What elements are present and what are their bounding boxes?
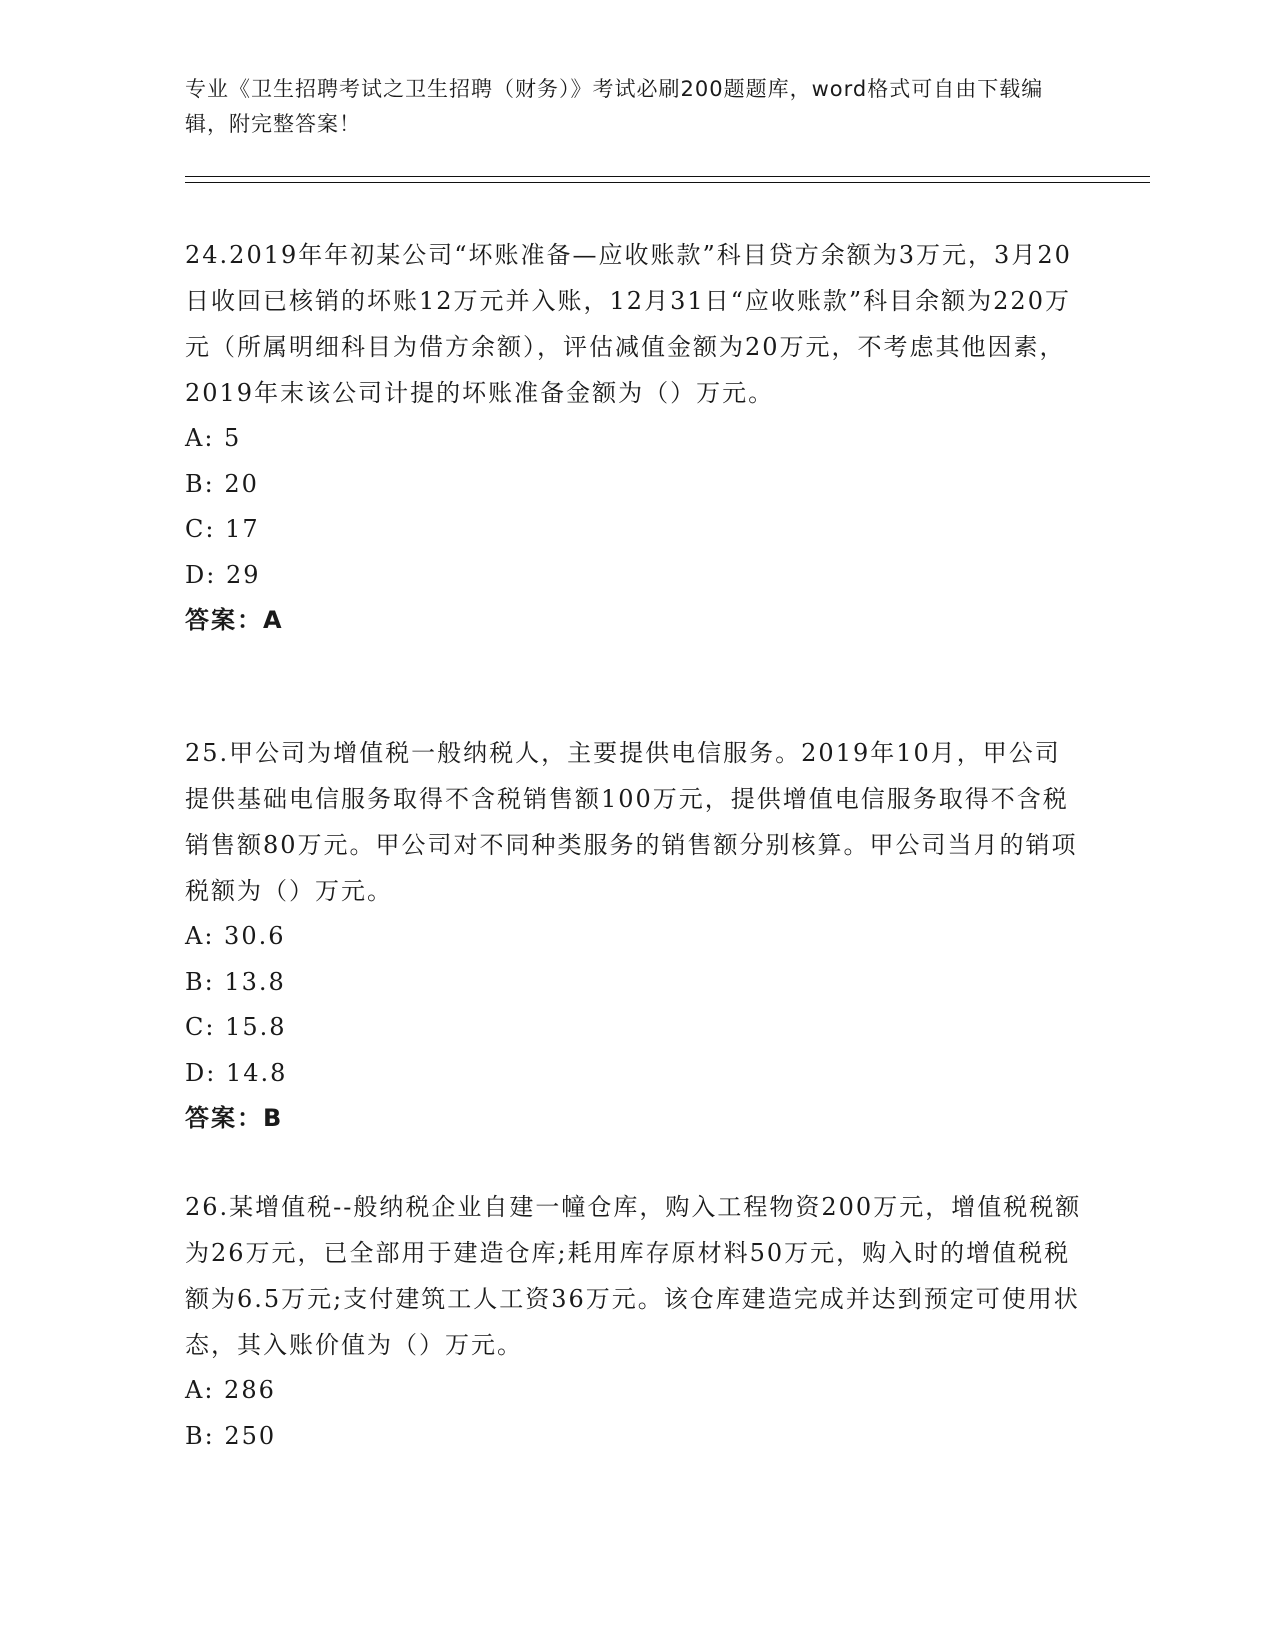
answer: 答案：B: [185, 1104, 284, 1132]
answer: 答案：A: [185, 606, 284, 634]
header-divider: [185, 182, 1150, 183]
option-d: D: 29: [185, 560, 261, 589]
option-a: A: 286: [185, 1376, 276, 1404]
question-text: 24.2019年年初某公司“坏账准备—应收账款”科目贷方余额为3万元，3月20日收回已核销的坏账12万元并入账，12月31日“应收账款”科目余额为220万元（所属明细科目为借方余额），评估减值金额为20万元，不考虑其他因素，2019年末该公司计提的坏账准备金额为（）万元。: [185, 241, 1072, 407]
option-b: B: 20: [185, 469, 259, 498]
option-b: B: 13.8: [185, 967, 286, 996]
option-b: B: 250: [185, 1421, 277, 1450]
question-24: [185, 232, 1085, 644]
option-c: C: 17: [185, 515, 260, 543]
option-c: C: 15.8: [185, 1013, 287, 1041]
question-text: 26.某增值税--般纳税企业自建一幢仓库，购入工程物资200万元，增值税税额为26万元，已全部用于建造仓库;耗用库存原材料50万元，购入时的增值税税额为6.5万元;支付建筑工人工资36万元。该仓库建造完成并达到预定可使用状态，其入账价值为（）万元。: [185, 1193, 1082, 1359]
option-a: A: 5: [185, 424, 242, 452]
document-header: 专业《卫生招聘考试之卫生招聘（财务）》考试必刷200题题库，word格式可自由下载编辑，附完整答案！: [185, 77, 1044, 136]
option-d: D: 14.8: [185, 1058, 288, 1087]
question-text: 25.甲公司为增值税一般纳税人，主要提供电信服务。2019年10月，甲公司提供基础电信服务取得不含税销售额100万元，提供增值电信服务取得不含税销售额80万元。甲公司对不同种类服务的销售额分别核算。甲公司当月的销项税额为（）万元。: [185, 739, 1078, 905]
option-a: A: 30.6: [185, 922, 286, 950]
question-25: [185, 730, 1085, 1142]
header-divider: [185, 176, 1150, 177]
question-26: [185, 1184, 1085, 1459]
